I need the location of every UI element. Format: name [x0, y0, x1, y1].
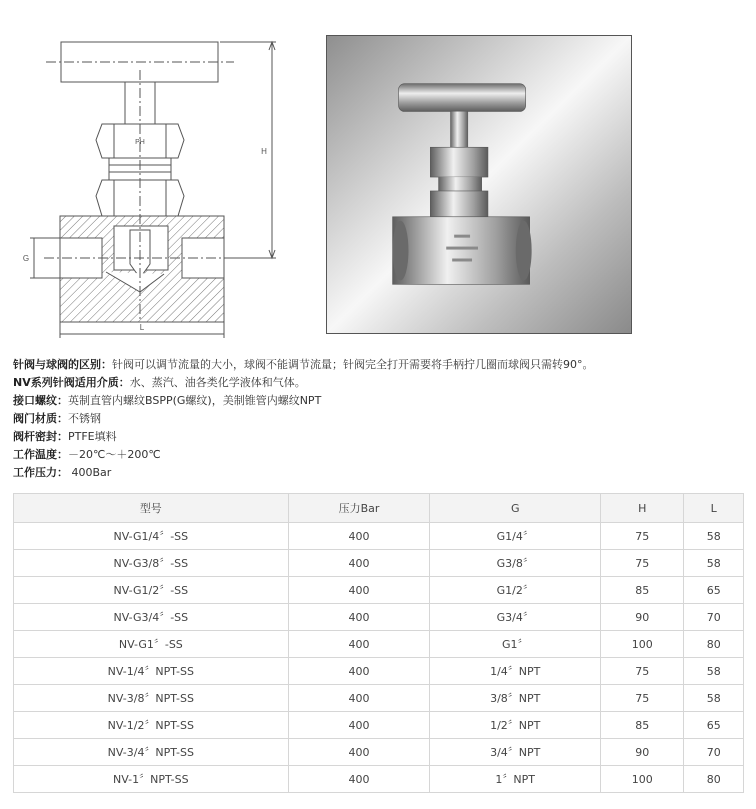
cell-h: 75: [601, 685, 684, 712]
cell-model: NV-1/2〞NPT-SS: [14, 712, 289, 739]
cell-pressure: 400: [288, 631, 430, 658]
table-row: [14, 766, 744, 793]
cell-h: 85: [601, 712, 684, 739]
cell-model: NV-3/8〞NPT-SS: [14, 685, 289, 712]
cell-g: 1/4〞NPT: [430, 658, 601, 685]
spec-material: [13, 410, 743, 428]
cell-pressure: 400: [288, 577, 430, 604]
cell-model: NV-G1〞-SS: [14, 631, 289, 658]
table-row: [14, 577, 744, 604]
cell-l: 70: [684, 739, 744, 766]
cell-g: 1〞NPT: [430, 766, 601, 793]
cell-model: NV-3/4〞NPT-SS: [14, 739, 289, 766]
cell-l: 58: [684, 685, 744, 712]
table-row: [14, 523, 744, 550]
header-l: L: [684, 494, 744, 523]
cell-pressure: 400: [288, 712, 430, 739]
cell-l: 65: [684, 712, 744, 739]
cell-l: 80: [684, 766, 744, 793]
drawing-label-g: G: [22, 254, 30, 263]
cell-h: 75: [601, 658, 684, 685]
cell-h: 100: [601, 766, 684, 793]
valve-product-photo: [326, 35, 632, 334]
cell-h: 85: [601, 577, 684, 604]
drawing-label-ph: PH: [135, 139, 145, 146]
spec-label: 工作温度：: [13, 448, 68, 461]
cell-h: 90: [601, 739, 684, 766]
cell-l: 70: [684, 604, 744, 631]
spec-value: 不锈钢: [68, 412, 101, 425]
table-row: [14, 712, 744, 739]
cell-g: 1/2〞NPT: [430, 712, 601, 739]
drawing-label-l: L: [139, 323, 145, 332]
table-row: [14, 631, 744, 658]
cell-pressure: 400: [288, 550, 430, 577]
cell-pressure: 400: [288, 739, 430, 766]
spec-value: －20℃～＋200℃: [68, 448, 161, 461]
cell-model: NV-G1/2〞-SS: [14, 577, 289, 604]
spec-value: PTFE填料: [68, 430, 117, 443]
cell-h: 90: [601, 604, 684, 631]
spec-difference: [13, 356, 743, 374]
spec-seal: [13, 428, 743, 446]
cell-pressure: 400: [288, 658, 430, 685]
drawing-label-h: H: [261, 147, 267, 156]
cell-model: NV-G3/4〞-SS: [14, 604, 289, 631]
cell-g: G3/4〞: [430, 604, 601, 631]
cell-h: 75: [601, 523, 684, 550]
spec-value: 水、蒸汽、油各类化学液体和气体。: [129, 376, 306, 389]
cell-g: G1/4〞: [430, 523, 601, 550]
table-row: [14, 550, 744, 577]
cell-g: 3/8〞NPT: [430, 685, 601, 712]
spec-label: 阀杆密封：: [13, 430, 68, 443]
table-row: [14, 604, 744, 631]
model-table: [13, 493, 744, 793]
table-row: [14, 658, 744, 685]
cell-g: 3/4〞NPT: [430, 739, 601, 766]
table-header-row: [14, 494, 744, 523]
spec-label: 工作压力：: [13, 466, 68, 479]
cell-model: NV-1〞NPT-SS: [14, 766, 289, 793]
spec-temperature: [13, 446, 743, 464]
header-model: 型号: [14, 494, 289, 523]
spec-value: 针阀可以调节流量的大小，球阀不能调节流量；针阀完全打开需要将手柄拧几圈而球阀只需转90°。: [112, 358, 594, 371]
spec-label: 接口螺纹：: [13, 394, 68, 407]
spec-value: 400Bar: [68, 466, 112, 479]
spec-label: NV系列针阀适用介质：: [13, 376, 130, 389]
spec-list: [13, 356, 743, 482]
table-row: [14, 685, 744, 712]
cell-model: NV-1/4〞NPT-SS: [14, 658, 289, 685]
cell-pressure: 400: [288, 685, 430, 712]
spec-label: 阀门材质：: [13, 412, 68, 425]
cell-l: 65: [684, 577, 744, 604]
cell-g: G1/2〞: [430, 577, 601, 604]
cell-pressure: 400: [288, 523, 430, 550]
cell-g: G1〞: [430, 631, 601, 658]
header-pressure: 压力Bar: [288, 494, 430, 523]
cell-pressure: 400: [288, 766, 430, 793]
cell-h: 100: [601, 631, 684, 658]
spec-thread: [13, 392, 743, 410]
cell-l: 58: [684, 550, 744, 577]
cell-pressure: 400: [288, 604, 430, 631]
cell-l: 58: [684, 658, 744, 685]
cell-h: 75: [601, 550, 684, 577]
spec-label: 针阀与球阀的区别：: [13, 358, 112, 371]
cell-model: NV-G1/4〞-SS: [14, 523, 289, 550]
spec-media: [13, 374, 743, 392]
header-h: H: [601, 494, 684, 523]
spec-pressure: [13, 464, 743, 482]
cell-l: 80: [684, 631, 744, 658]
cell-model: NV-G3/8〞-SS: [14, 550, 289, 577]
cell-g: G3/8〞: [430, 550, 601, 577]
spec-value: 英制直管内螺纹BSPP(G螺纹)，美制锥管内螺纹NPT: [68, 394, 322, 407]
cell-l: 58: [684, 523, 744, 550]
header-g: G: [430, 494, 601, 523]
valve-technical-drawing: [14, 30, 292, 340]
table-row: [14, 739, 744, 766]
